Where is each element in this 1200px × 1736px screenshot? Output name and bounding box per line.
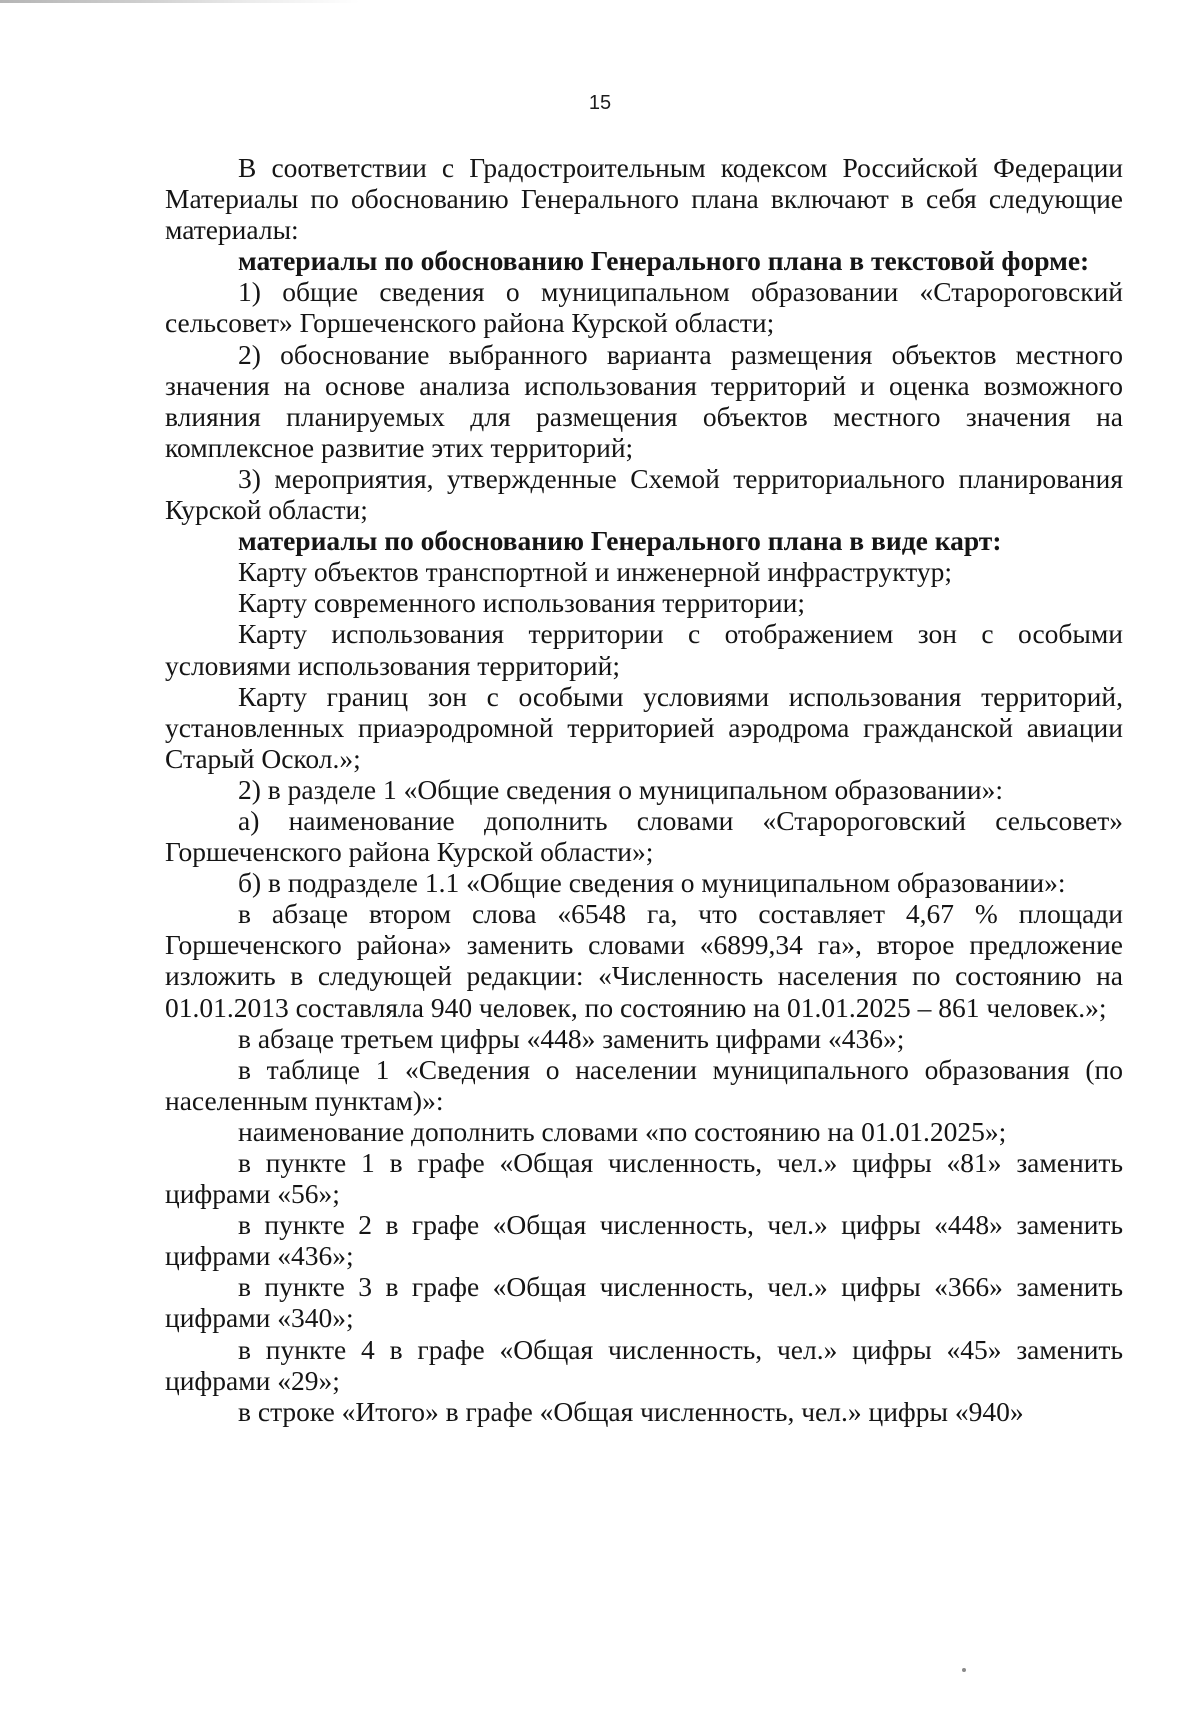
body-paragraph: Карту использования территории с отображением зон с особыми условиями использования территорий; [165, 618, 1123, 681]
body-paragraph: а) наименование дополнить словами «Старороговский сельсовет» Горшеченского района Курской области»; [165, 804, 1123, 868]
body-paragraph: в пункте 4 в графе «Общая численность, чел.» цифры «45» заменить цифрами «29»; [165, 1333, 1123, 1396]
body-paragraph: в пункте 3 в графе «Общая численность, чел.» цифры «366» заменить цифрами «340»; [165, 1271, 1123, 1334]
body-paragraph: 3) мероприятия, утвержденные Схемой территориального планирования Курской области; [165, 462, 1123, 526]
body-paragraph: Карту объектов транспортной и инженерной инфраструктур; [238, 556, 953, 588]
body-paragraph: наименование дополнить словами «по состоянию на 01.01.2025»; [238, 1115, 1007, 1147]
body-paragraph: в пункте 2 в графе «Общая численность, чел.» цифры «448» заменить цифрами «436»; [165, 1209, 1123, 1272]
body-paragraph: в абзаце втором слова «6548 га, что составляет 4,67 % площади Горшеченского района» заменить словами «6899,34 га», второе предложение изложить в следующей редакции: «Численность населения по состоянию на 01.01.2013 составляла 940 человек, по состоянию на 01.01.2025 – 861 человек.»; [165, 898, 1123, 1023]
body-paragraph: 1) общие сведения о муниципальном образовании «Старороговский сельсовет» Горшеченского района Курской области; [165, 276, 1123, 339]
scan-speck [962, 1668, 966, 1672]
body-paragraph: в абзаце третьем цифры «448» заменить цифрами «436»; [238, 1022, 905, 1054]
document-body [165, 152, 1123, 1427]
body-paragraph: в таблице 1 «Сведения о населении муниципального образования (по населенным пунктам)»: [165, 1053, 1123, 1116]
body-paragraph: 2) обоснование выбранного варианта размещения объектов местного значения на основе анализа использования территорий и оценка возможного влияния планируемых для размещения объектов местного значения на комплексное развитие этих территорий; [165, 338, 1123, 463]
body-paragraph: Карту современного использования территории; [238, 587, 805, 619]
scan-edge-mark [0, 0, 360, 3]
body-paragraph: в строке «Итого» в графе «Общая численность, чел.» цифры «940» [238, 1395, 1024, 1427]
body-paragraph: В соответствии с Градостроительным кодексом Российской Федерации Материалы по обоснованию Генерального плана включают в себя следующие материалы: [165, 152, 1123, 246]
section-heading: материалы по обоснованию Генерального плана в виде карт: [238, 525, 1002, 557]
body-paragraph: в пункте 1 в графе «Общая численность, чел.» цифры «81» заменить цифрами «56»; [165, 1147, 1123, 1210]
body-paragraph: Карту границ зон с особыми условиями использования территорий, установленных приаэродромной территорией аэродрома гражданской авиации Старый Оскол.»; [165, 680, 1123, 774]
section-heading: материалы по обоснованию Генерального плана в текстовой форме: [238, 245, 1090, 277]
body-paragraph: б) в подразделе 1.1 «Общие сведения о муниципальном образовании»: [238, 867, 1066, 899]
page-number: 15 [588, 92, 612, 114]
body-paragraph: 2) в разделе 1 «Общие сведения о муниципальном образовании»: [238, 773, 1004, 805]
